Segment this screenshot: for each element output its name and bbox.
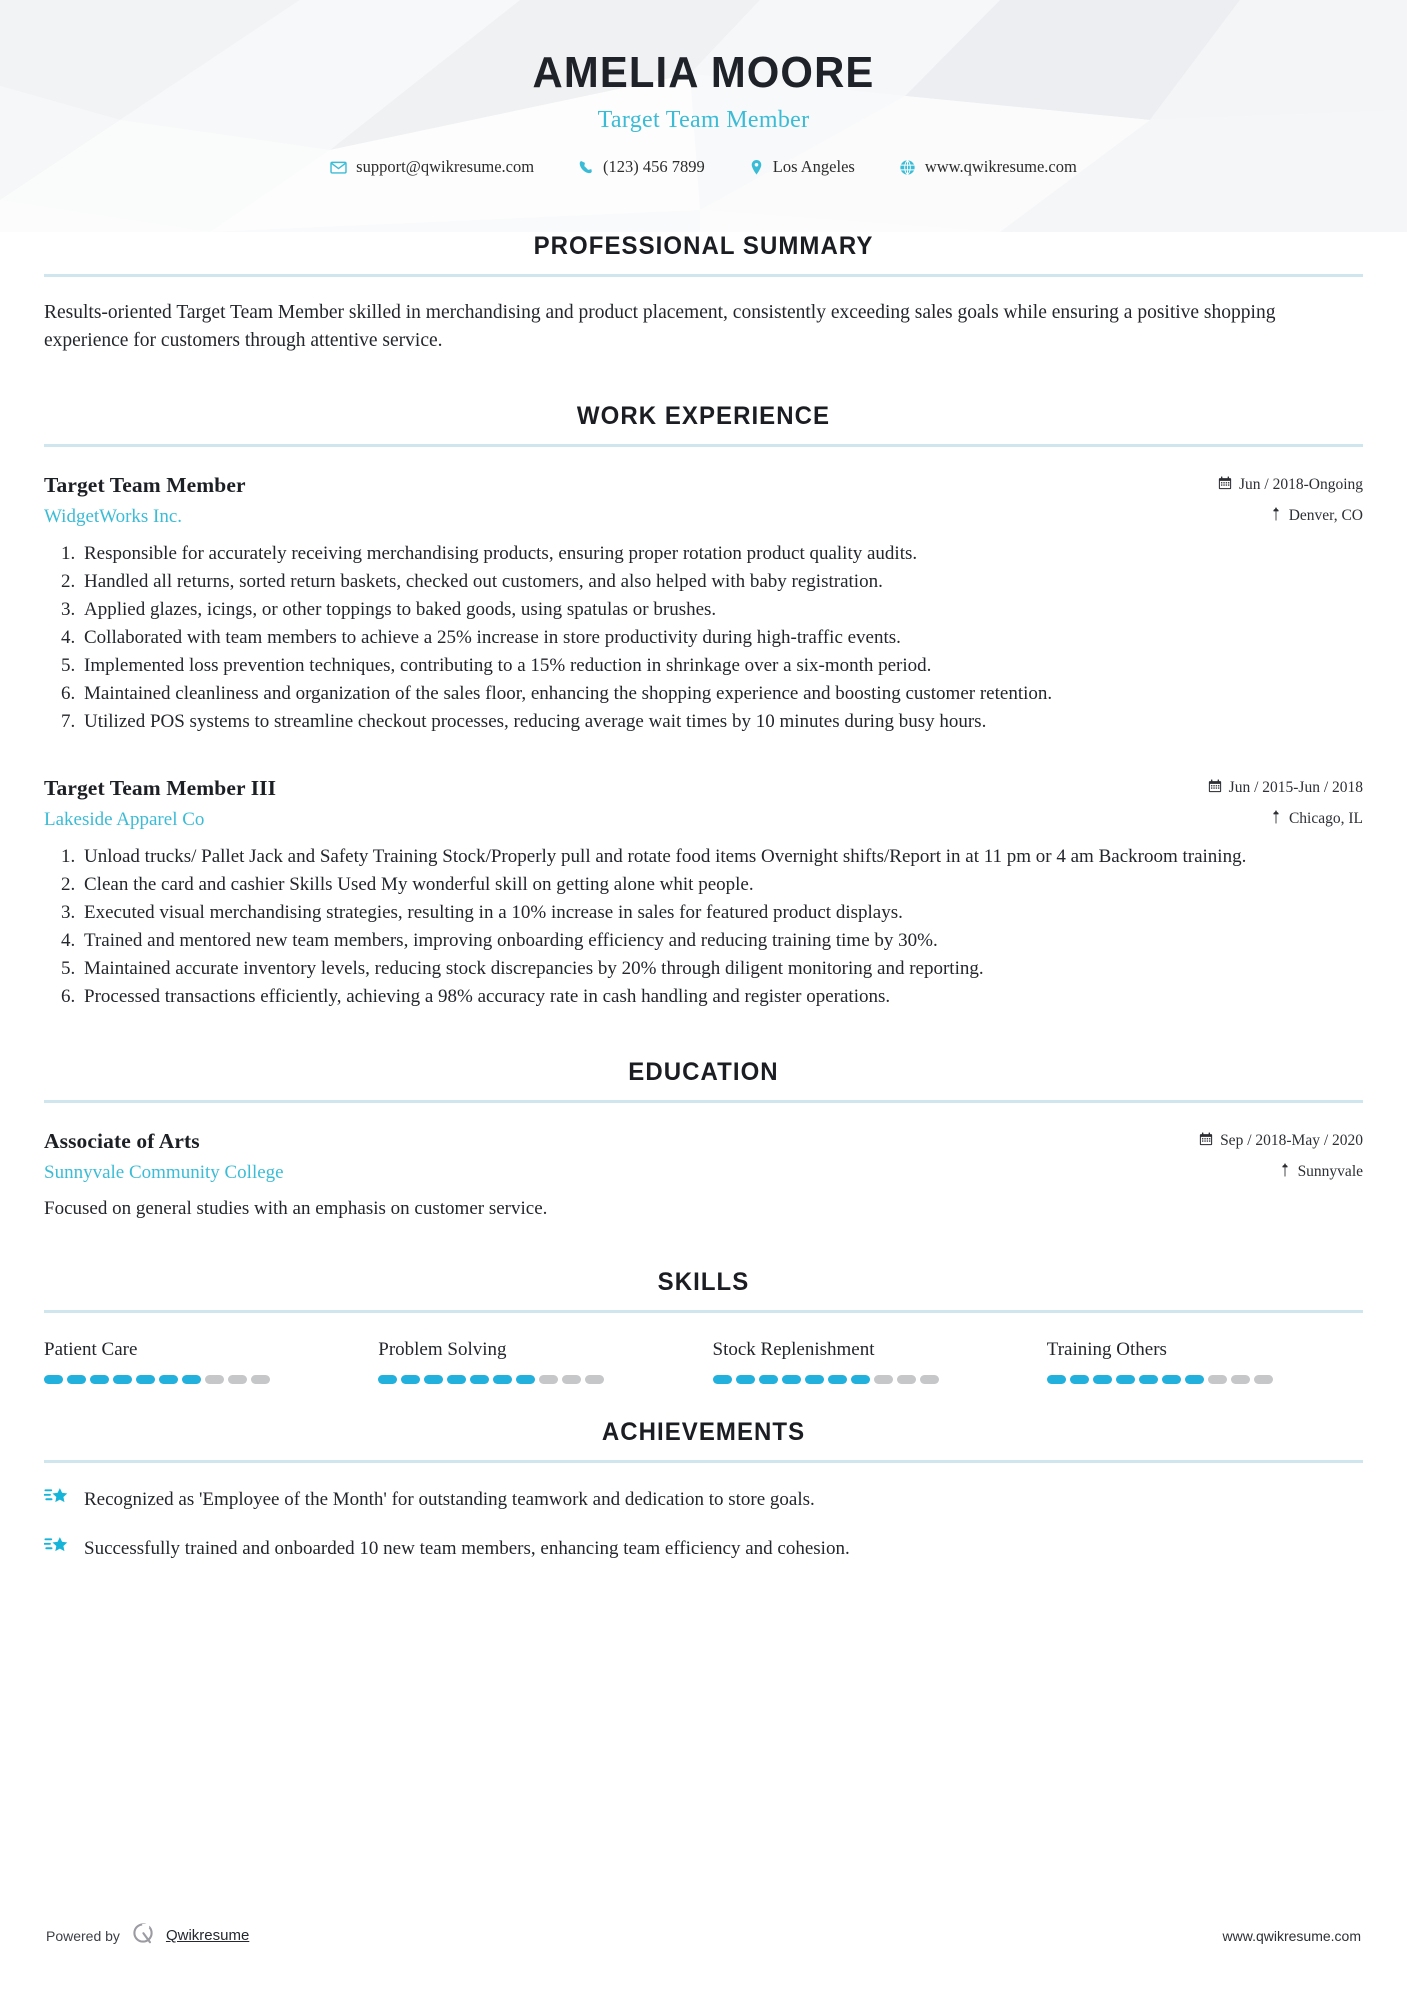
skill-segment — [44, 1375, 63, 1384]
section-divider — [44, 1310, 1363, 1313]
skill-rating-bar — [44, 1375, 360, 1384]
section-divider — [44, 1100, 1363, 1103]
skill-segment — [251, 1375, 270, 1384]
education-date — [1199, 1132, 1363, 1151]
experience-job-title: Target Team Member III — [44, 775, 277, 800]
skill-segment — [205, 1375, 224, 1384]
skill-segment — [447, 1375, 466, 1384]
experience-entry — [44, 776, 1363, 1011]
skill-segment — [805, 1375, 824, 1384]
experience-date — [1218, 476, 1363, 495]
job-role-subtitle: Target Team Member — [597, 107, 810, 133]
section-title-skills: SKILLS — [657, 1268, 750, 1297]
contact-phone[interactable] — [556, 157, 727, 177]
experience-bullet-list — [44, 843, 1363, 1011]
education-location-text: Sunnyvale — [1297, 1163, 1363, 1181]
contact-location-text: Los Angeles — [772, 157, 855, 176]
experience-bullet-list — [44, 540, 1363, 736]
education-description: Focused on general studies with an emphasis on customer service. — [44, 1197, 548, 1219]
skill-segment — [378, 1375, 397, 1384]
education-location — [1199, 1163, 1363, 1182]
experience-location — [1218, 507, 1363, 526]
experience-company[interactable]: WidgetWorks Inc. — [44, 505, 183, 527]
skill-segment — [67, 1375, 86, 1384]
skill-rating-bar — [1047, 1375, 1363, 1384]
calendar-icon — [1208, 779, 1222, 798]
skill-segment — [874, 1375, 893, 1384]
skill-segment — [1093, 1375, 1112, 1384]
achievements-list — [44, 1485, 1363, 1564]
footer-powered-by — [46, 1921, 249, 1950]
skill-item — [713, 1339, 1029, 1384]
list-item: 6. Maintained cleanliness and organization of the sales floor, enhancing the shopping experience and boosting customer retention. — [80, 680, 1363, 707]
skill-item — [378, 1339, 694, 1384]
skill-segment — [851, 1375, 870, 1384]
resume-body — [0, 232, 1407, 1564]
section-achievements — [44, 1418, 1363, 1564]
experience-date-text: Jun / 2018-Ongoing — [1239, 476, 1363, 494]
skill-label: Training Others — [1046, 1339, 1167, 1361]
skill-segment — [1208, 1375, 1227, 1384]
section-title-summary: PROFESSIONAL SUMMARY — [533, 232, 874, 260]
skill-segment — [585, 1375, 604, 1384]
skill-segment — [828, 1375, 847, 1384]
section-work-experience — [44, 402, 1363, 1011]
shooting-star-icon — [44, 1485, 69, 1515]
experience-date-text: Jun / 2015-Jun / 2018 — [1228, 779, 1363, 797]
map-pin-icon — [1270, 810, 1282, 829]
skill-segment — [1116, 1375, 1135, 1384]
skill-rating-bar — [378, 1375, 694, 1384]
phone-icon — [578, 159, 594, 175]
experience-location-text: Chicago, IL — [1288, 810, 1363, 828]
skill-segment — [90, 1375, 109, 1384]
footer-brand-link[interactable]: Qwikresume — [165, 1927, 250, 1944]
education-school[interactable]: Sunnyvale Community College — [44, 1161, 284, 1183]
skill-rating-bar — [713, 1375, 1029, 1384]
contact-website[interactable] — [877, 157, 1099, 177]
education-entry — [44, 1129, 1363, 1223]
achievement-item — [44, 1534, 1363, 1564]
shooting-star-icon — [44, 1534, 69, 1564]
contact-website-text: www.qwikresume.com — [924, 157, 1077, 176]
skill-segment — [113, 1375, 132, 1384]
page-title: AMELIA MOORE — [532, 48, 875, 97]
skill-segment — [920, 1375, 939, 1384]
skill-segment — [1047, 1375, 1066, 1384]
achievement-item — [44, 1485, 1363, 1515]
globe-icon — [899, 159, 916, 176]
list-item: 5. Implemented loss prevention techniques, contributing to a 15% reduction in shrinkage over a six-month period. — [80, 652, 1363, 679]
education-degree: Associate of Arts — [44, 1128, 200, 1153]
envelope-icon — [330, 159, 347, 176]
skill-segment — [897, 1375, 916, 1384]
skill-item — [44, 1339, 360, 1384]
skill-segment — [1185, 1375, 1204, 1384]
skill-segment — [782, 1375, 801, 1384]
skill-label: Problem Solving — [378, 1339, 507, 1361]
skill-segment — [759, 1375, 778, 1384]
skill-segment — [1139, 1375, 1158, 1384]
skill-segment — [1070, 1375, 1089, 1384]
skill-segment — [401, 1375, 420, 1384]
section-title-experience: WORK EXPERIENCE — [576, 401, 831, 430]
achievement-text: Successfully trained and onboarded 10 new team members, enhancing team efficiency and cohesion. — [84, 1538, 850, 1560]
list-item: 7. Utilized POS systems to streamline checkout processes, reducing average wait times by 10 minutes during busy hours. — [80, 708, 1363, 735]
summary-text: Results-oriented Target Team Member skilled in merchandising and product placement, consistently exceeding sales goals while ensuring a positive shopping experience for customers through attentive service. — [44, 302, 1276, 352]
contact-email[interactable] — [308, 157, 556, 177]
list-item: 3. Executed visual merchandising strategies, resulting in a 10% increase in sales for featured product displays. — [80, 899, 1363, 926]
skill-segment — [1162, 1375, 1181, 1384]
section-divider — [44, 1460, 1363, 1463]
skill-segment — [1231, 1375, 1250, 1384]
skill-segment — [539, 1375, 558, 1384]
skill-segment — [736, 1375, 755, 1384]
footer-website[interactable]: www.qwikresume.com — [1222, 1927, 1361, 1944]
contact-email-text: support@qwikresume.com — [356, 157, 535, 176]
page-footer — [0, 1921, 1407, 1950]
section-divider — [44, 274, 1363, 277]
skill-segment — [159, 1375, 178, 1384]
section-title-achievements: ACHIEVEMENTS — [601, 1418, 806, 1447]
education-date-text: Sep / 2018-May / 2020 — [1220, 1132, 1363, 1150]
experience-date — [1208, 779, 1363, 798]
list-item: 3. Applied glazes, icings, or other toppings to baked goods, using spatulas or brushes. — [80, 596, 1363, 623]
location-pin-icon — [749, 159, 764, 176]
experience-company[interactable]: Lakeside Apparel Co — [44, 808, 205, 830]
list-item: 6. Processed transactions efficiently, achieving a 98% accuracy rate in cash handling and register operations. — [80, 983, 1363, 1010]
skill-label: Stock Replenishment — [712, 1339, 875, 1361]
section-education — [44, 1058, 1363, 1223]
contact-location — [727, 157, 877, 177]
list-item: 5. Maintained accurate inventory levels, reducing stock discrepancies by 20% through diligent monitoring and reporting. — [80, 955, 1363, 982]
skills-grid — [44, 1339, 1363, 1384]
skill-segment — [516, 1375, 535, 1384]
list-item: 4. Trained and mentored new team members, improving onboarding efficiency and reducing training time by 30%. — [80, 927, 1363, 954]
experience-entry — [44, 473, 1363, 736]
list-item: 2. Handled all returns, sorted return baskets, checked out customers, and also helped with baby registration. — [80, 568, 1363, 595]
skill-segment — [470, 1375, 489, 1384]
resume-header — [0, 0, 1407, 232]
achievement-text: Recognized as 'Employee of the Month' for outstanding teamwork and dedication to store goals. — [84, 1489, 815, 1511]
skill-segment — [182, 1375, 201, 1384]
section-professional-summary — [44, 232, 1363, 356]
map-pin-icon — [1270, 507, 1282, 526]
calendar-icon — [1199, 1132, 1213, 1151]
experience-location-text: Denver, CO — [1288, 507, 1363, 525]
contact-phone-text: (123) 456 7899 — [603, 157, 705, 176]
contact-row — [0, 157, 1407, 177]
skill-item — [1047, 1339, 1363, 1384]
section-skills — [44, 1268, 1363, 1384]
skill-segment — [136, 1375, 155, 1384]
section-divider — [44, 444, 1363, 447]
list-item: 1. Responsible for accurately receiving merchandising products, ensuring proper rotation product quality audits. — [80, 540, 1363, 567]
list-item: 2. Clean the card and cashier Skills Used My wonderful skill on getting alone whit people. — [80, 871, 1363, 898]
map-pin-icon — [1279, 1163, 1291, 1182]
skill-label: Patient Care — [44, 1339, 138, 1361]
calendar-icon — [1218, 476, 1232, 495]
skill-segment — [228, 1375, 247, 1384]
qwikresume-logo-icon — [130, 1921, 156, 1950]
footer-powered-by-label: Powered by — [46, 1927, 120, 1944]
skill-segment — [493, 1375, 512, 1384]
skill-segment — [562, 1375, 581, 1384]
skill-segment — [1254, 1375, 1273, 1384]
section-title-education: EDUCATION — [628, 1057, 779, 1086]
skill-segment — [713, 1375, 732, 1384]
experience-location — [1208, 810, 1363, 829]
experience-job-title: Target Team Member — [44, 472, 246, 497]
list-item: 1. Unload trucks/ Pallet Jack and Safety Training Stock/Properly pull and rotate food items Overnight shifts/Report in at 11 pm or 4 am Backroom training. — [80, 843, 1363, 870]
list-item: 4. Collaborated with team members to achieve a 25% increase in store productivity during high-traffic events. — [80, 624, 1363, 651]
skill-segment — [424, 1375, 443, 1384]
